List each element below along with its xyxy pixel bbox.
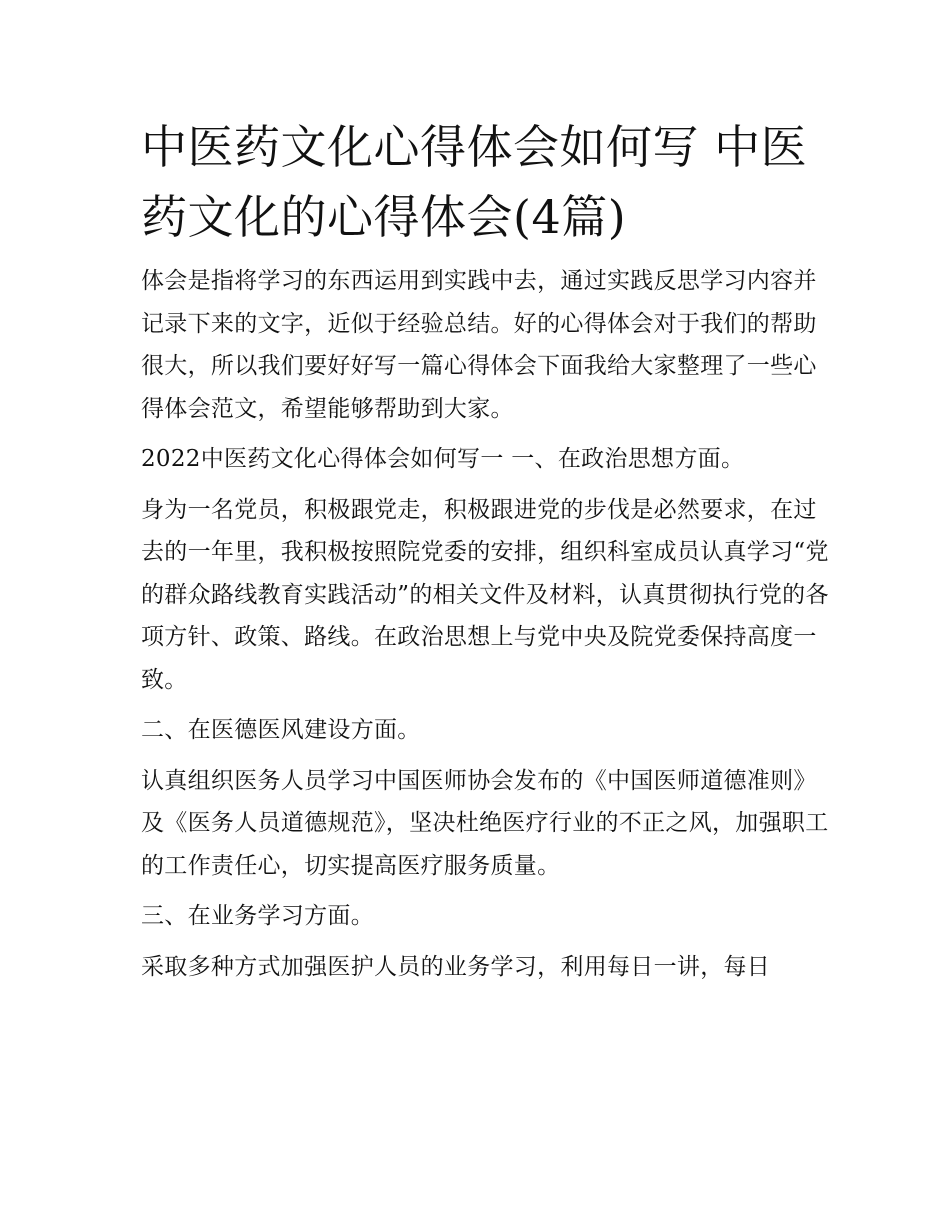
document-title: 中医药文化心得体会如何写 中医药文化的心得体会(4篇) — [141, 120, 808, 244]
intro-paragraph: 体会是指将学习的东西运用到实践中去，通过实践反思学习内容并记录下来的文字，近似于经验总结。好的心得体会对于我们的帮助很大，所以我们要好好写一篇心得体会下面我给大家整理了一些心得体会范文，希望能够帮助到大家。 — [141, 268, 817, 422]
section-heading-3: 三、在业务学习方面。 — [141, 903, 374, 929]
paragraph-politics: 身为一名党员，积极跟党走，积极跟进党的步伐是必然要求，在过去的一年里，我积极按照院党委的安排，组织科室成员认真学习“党的群众路线教育实践活动”的相关文件及材料，认真贯彻执行党的各项方针、政策、路线。在政治思想上与党中央及院党委保持高度一致。 — [141, 496, 829, 693]
section-heading-2: 二、在医德医风建设方面。 — [141, 717, 421, 743]
paragraph-ethics: 认真组织医务人员学习中国医师协会发布的《中国医师道德准则》及《医务人员道德规范》，坚决杜绝医疗行业的不正之风，加强职工的工作责任心，切实提高医疗服务质量。 — [141, 767, 829, 879]
section-heading-1: 2022中医药文化心得体会如何写一 一、在政治思想方面。 — [141, 446, 745, 472]
document-body — [141, 112, 831, 996]
paragraph-study: 采取多种方式加强医护人员的业务学习，利用每日一讲，每日 — [141, 953, 771, 980]
